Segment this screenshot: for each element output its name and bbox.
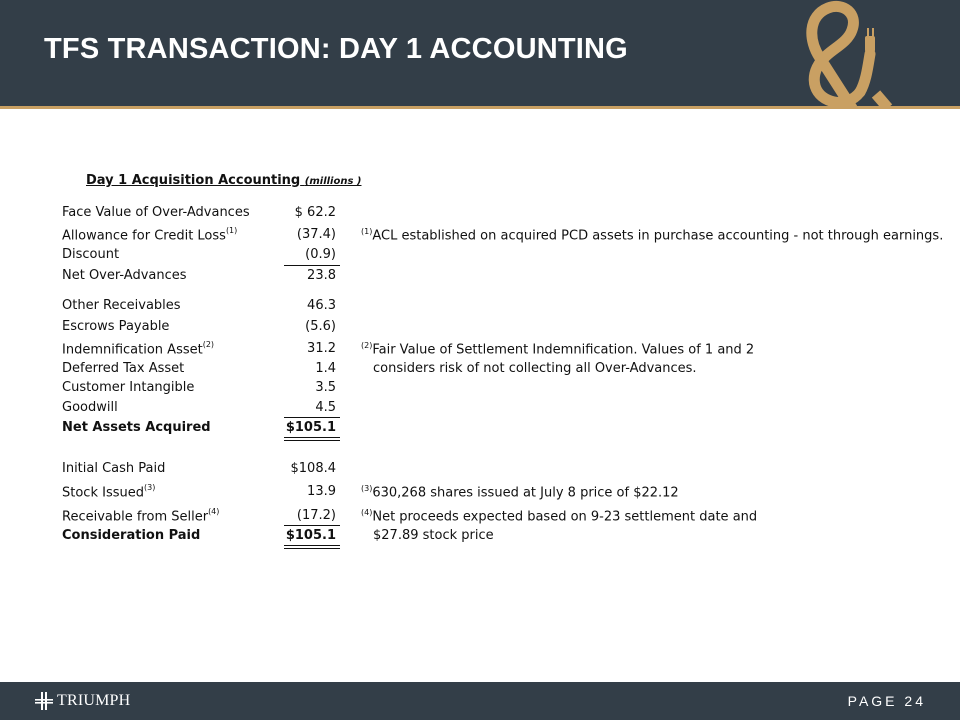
row-value: $108.4	[290, 461, 336, 476]
page-number: 24	[904, 693, 926, 709]
row-value: $105.1	[285, 528, 336, 543]
brand-name: TRIUMPH	[57, 692, 131, 709]
footnote-marker: (3)	[143, 483, 156, 492]
row-label: Allowance for Credit Loss$^{(1)}$	[62, 226, 238, 244]
row-label: Stock Issued$^{(3)}$	[62, 483, 156, 501]
footnote-3: $^{(3)}$630,268 shares issued at July 8 price of $22.12	[361, 484, 679, 501]
footer-band	[0, 682, 960, 720]
total-double-rule	[284, 437, 340, 441]
row-label: Initial Cash Paid	[62, 461, 166, 476]
table-row	[62, 341, 340, 361]
footnote-2-continued: considers risk of not collecting all Over-Advances.	[373, 361, 697, 376]
total-double-rule	[284, 545, 340, 549]
footnote-marker: (1)	[225, 226, 238, 235]
table-row	[62, 298, 340, 318]
row-label: Net Over-Advances	[62, 268, 187, 283]
footnote-4: $^{(4)}$Net proceeds expected based on 9-23 settlement date and	[361, 508, 758, 525]
table-row	[62, 319, 340, 339]
footnote-marker: (4)	[208, 507, 220, 516]
row-label: Deferred Tax Asset	[62, 361, 185, 376]
row-value: $ 62.2	[294, 205, 336, 220]
row-value: 31.2	[307, 341, 336, 356]
row-label: Net Assets Acquired	[62, 420, 211, 435]
row-label: Discount	[62, 247, 120, 262]
row-value: $105.1	[285, 420, 336, 435]
row-label: Escrows Payable	[62, 319, 170, 334]
row-value: (17.2)	[296, 508, 336, 523]
footnote-1: $^{(1)}$ACL established on acquired PCD assets in purchase accounting - not through earnings.	[361, 227, 944, 244]
table-row	[62, 227, 340, 247]
table-row	[62, 205, 340, 225]
table-row	[62, 268, 340, 288]
row-value: (37.4)	[296, 227, 336, 242]
table-row	[62, 380, 340, 400]
subtotal-rule	[284, 265, 340, 266]
footnote-4-continued: $27.89 stock price	[373, 528, 494, 543]
subtotal-rule	[284, 525, 340, 526]
row-label: Face Value of Over-Advances	[62, 205, 250, 220]
subtotal-rule	[284, 417, 340, 418]
footnote-marker: (2)	[361, 341, 373, 350]
table-row	[62, 361, 340, 381]
row-label: Receivable from Seller$^{(4)}$	[62, 507, 220, 525]
row-label: Goodwill	[62, 400, 118, 415]
footnote-marker: (4)	[361, 508, 373, 517]
table-title: Day 1 Acquisition Accounting (millions )	[86, 173, 362, 188]
row-value: (5.6)	[305, 319, 336, 334]
row-label: Indemnification Asset$^{(2)}$	[62, 340, 215, 358]
footnote-marker: (3)	[361, 484, 373, 493]
brand-logo	[34, 691, 130, 711]
row-value: 3.5	[315, 380, 336, 395]
row-value: 13.9	[307, 484, 336, 499]
row-value: 46.3	[307, 298, 336, 313]
triumph-cross-icon	[34, 691, 54, 711]
page-label: PAGE	[847, 693, 898, 709]
row-label: Consideration Paid	[62, 528, 201, 543]
row-value: 4.5	[315, 400, 336, 415]
row-value: 1.4	[315, 361, 336, 376]
row-value: (0.9)	[305, 247, 336, 262]
row-value: 23.8	[307, 268, 336, 283]
table-unit: (millions )	[304, 176, 362, 187]
table-row	[62, 247, 340, 267]
footnote-marker: (2)	[202, 340, 215, 349]
page-title: TFS TRANSACTION: DAY 1 ACCOUNTING	[44, 33, 628, 65]
table-row	[62, 461, 340, 481]
row-label: Customer Intangible	[62, 380, 195, 395]
footnote-2: $^{(2)}$Fair Value of Settlement Indemnification. Values of 1 and 2	[361, 341, 755, 358]
row-label: Other Receivables	[62, 298, 181, 313]
table-row	[62, 484, 340, 504]
footnote-marker: (1)	[361, 227, 373, 236]
page-indicator	[848, 693, 926, 709]
